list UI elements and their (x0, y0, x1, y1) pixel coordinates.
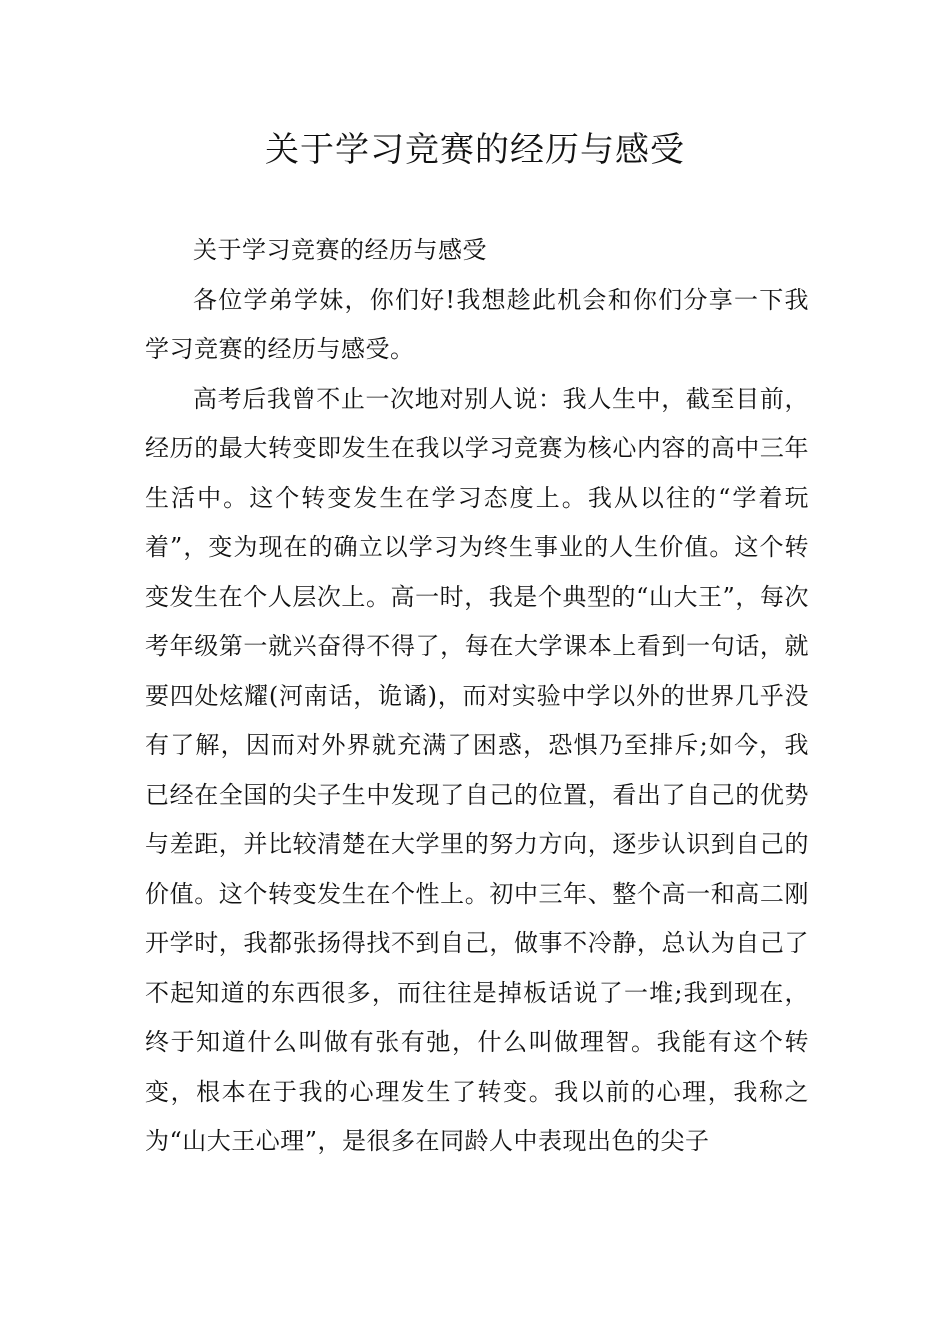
document-body (145, 226, 809, 1167)
paragraph-main: 高考后我曾不止一次地对别人说：我人生中，截至目前，经历的最大转变即发生在我以学习竞赛为核心内容的高中三年生活中。这个转变发生在学习态度上。我从以往的“学着玩着”，变为现在的确立以学习为终生事业的人生价值。这个转变发生在个人层次上。高一时，我是个典型的“山大王”，每次考年级第一就兴奋得不得了，每在大学课本上看到一句话，就要四处炫耀(河南话，诡谲)，而对实验中学以外的世界几乎没有了解，因而对外界就充满了困惑，恐惧乃至排斥;如今，我已经在全国的尖子生中发现了自己的位置，看出了自己的优势与差距，并比较清楚在大学里的努力方向，逐步认识到自己的价值。这个转变发生在个性上。初中三年、整个高一和高二刚开学时，我都张扬得找不到自己，做事不冷静，总认为自己了不起知道的东西很多，而往往是掉板话说了一堆;我到现在，终于知道什么叫做有张有弛，什么叫做理智。我能有这个转变，根本在于我的心理发生了转变。我以前的心理，我称之为“山大王心理”，是很多在同龄人中表现出色的尖子 (145, 384, 809, 1155)
paragraph-greeting: 各位学弟学妹，你们好!我想趁此机会和你们分享一下我学习竞赛的经历与感受。 (145, 285, 809, 363)
paragraph-heading: 关于学习竞赛的经历与感受 (193, 236, 487, 264)
document-title: 关于学习竞赛的经历与感受 (265, 130, 685, 170)
